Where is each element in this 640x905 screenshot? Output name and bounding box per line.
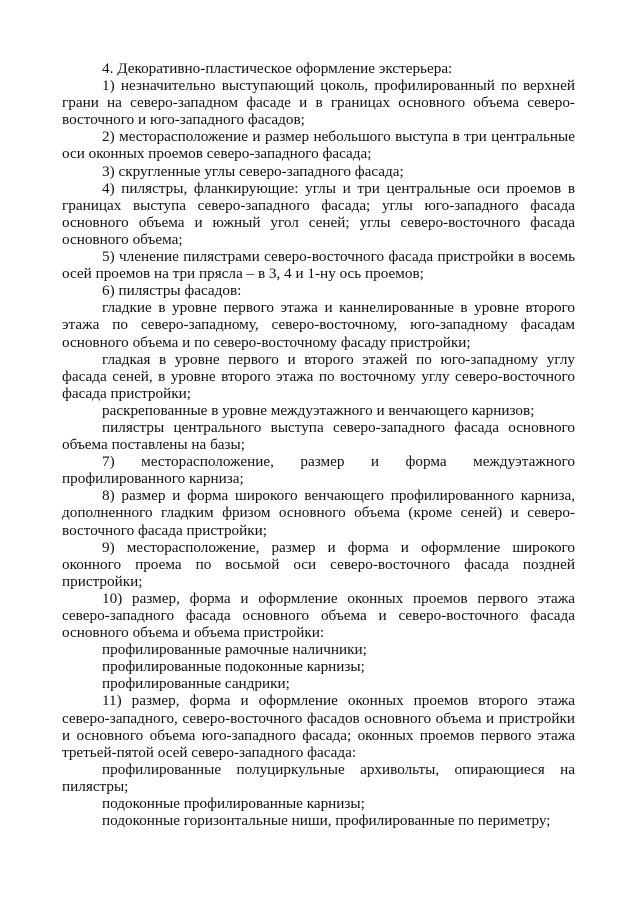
list-item-7: 7) месторасположение, размер и форма междуэтажного профилированного карниза;	[62, 453, 575, 488]
list-item-10-sub-2: профилированные подоконные карнизы;	[102, 658, 365, 676]
list-item-11: 11) размер, форма и оформление оконных проемов второго этажа северо-западного, северо-восточного фасадов основного объема и пристройки и основного объема юго-западного фасада; оконных проемов первого этажа третьей-пятой осей северо-западного фасада:	[62, 692, 575, 761]
document-page	[62, 60, 575, 829]
list-item-6-sub-3: раскрепованные в уровне междуэтажного и венчающего карнизов;	[102, 401, 535, 419]
list-item-10-sub-1: профилированные рамочные наличники;	[102, 641, 367, 659]
list-item-4: 4) пилястры, фланкирующие: углы и три центральные оси проемов в границах выступа северо-западного фасада; углы юго-западного фасада основного объема и южный угол сеней; углы северо-восточного фасада основного объема;	[62, 179, 575, 248]
list-item-5: 5) членение пилястрами северо-восточного фасада пристройки в восемь осей проемов на три прясла – в 3, 4 и 1-ну ось проемов;	[62, 248, 575, 283]
list-item-6-sub-1: гладкие в уровне первого этажа и каннелированные в уровне второго этажа по северо-западному, северо-восточному, юго-западному фасадам основного объема и по северо-восточному фасаду пристройки;	[62, 299, 575, 351]
list-item-9: 9) месторасположение, размер и форма и оформление широкого оконного проема по восьмой оси северо-восточного фасада поздней пристройки;	[62, 538, 575, 590]
list-item-3: 3) скругленные углы северо-западного фасада;	[102, 162, 404, 180]
list-item-1: 1) незначительно выступающий цоколь, профилированный по верхней грани на северо-западном фасаде и в границах основного объема северо-восточного и юго-западного фасадов;	[62, 77, 575, 129]
list-item-8: 8) размер и форма широкого венчающего профилированного карниза, дополненного гладким фризом основного объема (кроме сеней) и северо-восточного фасада пристройки;	[62, 487, 575, 539]
list-item-6: 6) пилястры фасадов:	[102, 282, 242, 300]
list-item-2: 2) месторасположение и размер небольшого выступа в три центральные оси оконных проемов северо-западного фасада;	[62, 128, 575, 163]
list-item-11-sub-3: подоконные горизонтальные ниши, профилированные по периметру;	[102, 812, 551, 830]
list-item-11-sub-2: подоконные профилированные карнизы;	[102, 795, 365, 813]
list-item-10: 10) размер, форма и оформление оконных проемов первого этажа северо-западного фасада основного объема и северо-восточного фасада основного объема и объема пристройки:	[62, 589, 575, 642]
section-heading: 4. Декоративно-пластическое оформление экстерьера:	[102, 60, 453, 77]
list-item-11-sub-1: профилированные полуциркульные архивольты, опирающиеся на пилястры;	[62, 760, 575, 795]
list-item-10-sub-3: профилированные сандрики;	[102, 675, 290, 693]
list-item-6-sub-4: пилястры центрального выступа северо-западного фасада основного объема поставлены на базы;	[62, 418, 575, 454]
list-item-6-sub-2: гладкая в уровне первого и второго этажей по юго-западному углу фасада сеней, в уровне второго этажа по восточному углу северо-восточного фасада пристройки;	[62, 350, 575, 402]
